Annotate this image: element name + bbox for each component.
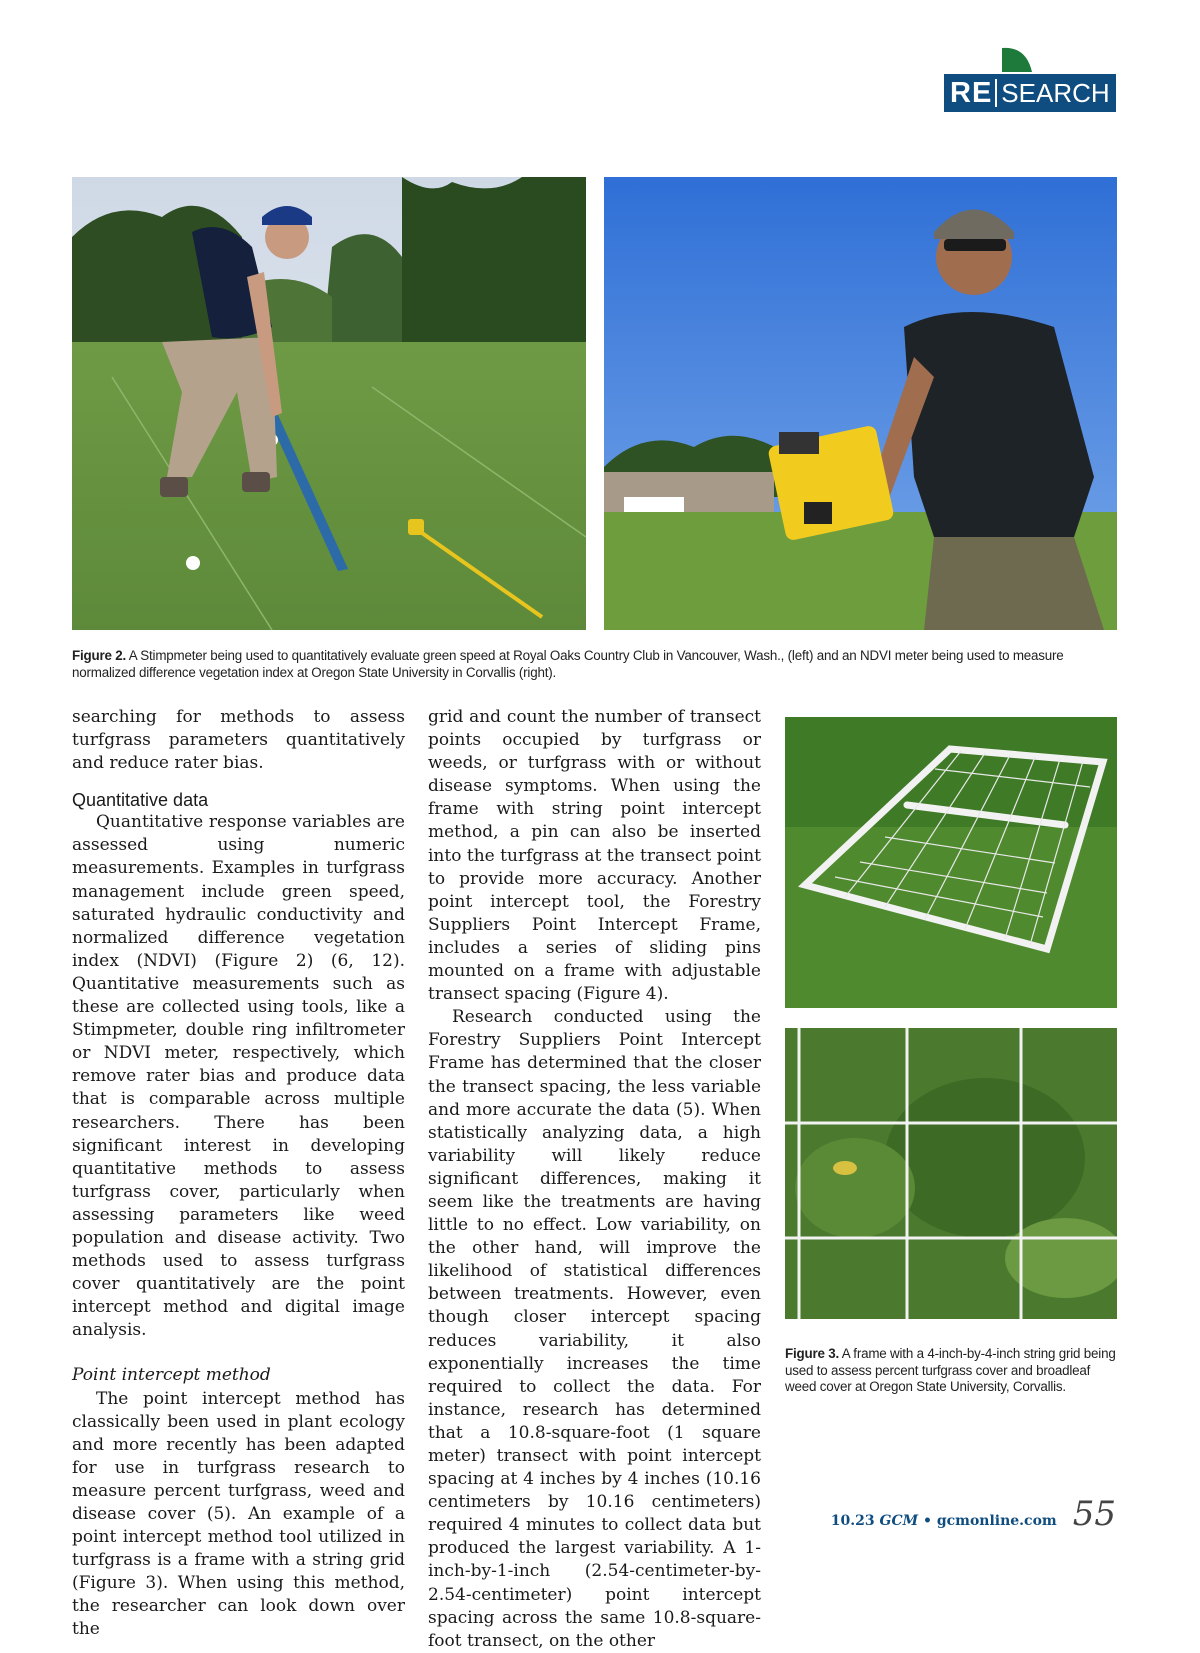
figure-2-label: Figure 2. [72,648,127,663]
footer-bullet: • [918,1513,937,1529]
figure-2-caption [72,648,1117,681]
figure-3-label: Figure 3. [785,1346,840,1361]
body-column-2 [428,706,761,1653]
paragraph-point-intercept: The point intercept method has classically been used in plant ecology and more recently has been adapted for use in turfgrass research to measure percent turfgrass, weed and disease cover (5). An example of a point intercept method tool utilized in turfgrass is a frame with a string grid (Figure 3). When using this method, the researcher can look down over the [72,1388,405,1640]
subheading-point-intercept: Point intercept method [72,1365,271,1386]
string-grid-closeup-photo [785,1028,1117,1319]
logo-search: SEARCH [1001,77,1110,108]
stimpmeter-photo [72,177,586,630]
ndvi-meter-photo [604,177,1117,630]
section-heading-quantitative-data: Quantitative data [72,790,209,811]
page-footer [831,1494,1116,1534]
footer-magazine: GCM [879,1513,919,1529]
research-section-logo [944,46,1116,112]
paragraph-grid-count: grid and count the number of transect points occupied by turfgrass or weeds, or turfgrass with or without disease symptoms. When using the frame with string point intercept method, a pin can also be inserted into the turfgrass at the transect point to provide more accuracy. Another point intercept tool, the Forestry Suppliers Point Intercept Frame, includes a series of sliding pins mounted on a frame with adjustable transect spacing (Figure 4). [428,707,761,1005]
footer-issue: 10.23 [830,1513,875,1529]
body-column-1 [72,706,405,1642]
page-number: 55 [1072,1494,1116,1534]
logo-divider [995,79,997,107]
figure-2-text: A Stimpmeter being used to quantitatively evaluate green speed at Royal Oaks Country Club in Vancouver, Wash., (left) and an NDVI meter being used to measure normalized difference vegetation index at Oregon State University in Corvallis (right). [72,648,1064,680]
leaf-icon [1002,46,1032,72]
paragraph-research-forestry: Research conducted using the Forestry Suppliers Point Intercept Frame has determined that the closer the transect spacing, the less variable and more accurate the data (5). When statistically analyzing data, a high variability will likely reduce significant differences, making it seem like the treatments are having little to no effect. Low variability, on the other hand, will improve the likelihood of statistical differences between treatments. However, even though closer intercept spacing reduces variability, it also exponentially increases the time required to collect the data. For instance, research has determined that a 10.8-square-foot (1 square meter) transect with point intercept spacing at 4 inches by 4 inches (10.16 centimeters by 10.16 centimeters) required 4 minutes to collect data but produced the largest variability. A 1-inch-by-1-inch (2.54-centimeter-by-2.54-centimeter) point intercept spacing across the same 10.8-square-foot transect, on the other [428,1007,761,1651]
paragraph-intro: searching for methods to assess turfgrass parameters quantitatively and reduce rater bias. [72,707,405,774]
paragraph-quantitative: Quantitative response variables are assessed using numeric measurements. Examples in turfgrass management include green speed, saturated hydraulic conductivity and normalized difference vegetation index (NDVI) (Figure 2) (6, 12). Quantitative measurements such as these are collected using tools, like a Stimpmeter, double ring infiltrometer or NDVI meter, respectively, which remove rater bias and produce data that is comparable across multiple researchers. There has been significant interest in developing quantitative methods to assess turfgrass cover, particularly when assessing parameters like weed population and disease activity. Two methods used to assess turfgrass cover quantitatively are the point intercept method and digital image analysis. [72,812,405,1341]
figure-3-caption [785,1346,1120,1396]
pvc-frame-photo [785,717,1117,1008]
footer-site: gcmonline.com [936,1513,1057,1529]
logo-re: RE [950,76,993,109]
figure-3-text: A frame with a 4-inch-by-4-inch string grid being used to assess percent turfgrass cover and broadleaf weed cover at Oregon State University, Corvallis. [785,1346,1116,1394]
footer-issue-info [831,1513,1057,1529]
